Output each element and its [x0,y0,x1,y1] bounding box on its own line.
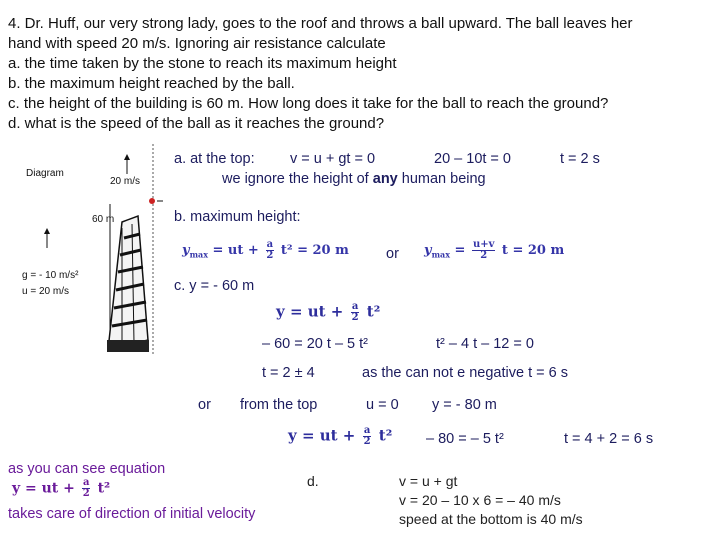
frac-num: u+v [472,239,495,250]
note-text: human being [397,171,486,187]
note-eq [12,478,110,499]
part-c-t-sum: t = 4 + 2 = 6 s [564,431,654,447]
part-b-ymax-eq2: $y_{max}$ = $\frac{u+v}{2}$ t = 20 m [424,239,565,261]
part-c-y80: y = - 80 m [432,397,497,413]
diagram [10,140,170,360]
frac-den: 2 [266,250,274,261]
eq-text: t² [92,480,111,497]
part-c-eq-main [276,302,380,323]
part-c-roots: t = 2 ± 4 [262,365,315,381]
eq-symbol: y [424,243,432,258]
part-c-or: or [198,397,211,413]
part-c-eq2 [288,426,392,447]
part-a-result: t = 2 s [560,151,600,167]
diagram-title: Diagram [26,168,64,179]
part-d-answer [399,472,583,529]
problem-line: hand with speed 20 m/s. Ignoring air resistance calculate [8,35,386,52]
note-text: we ignore the height of [222,171,373,187]
diagram-height-label: 60 m [92,214,115,225]
eq-subscript: max [431,249,450,260]
part-c-u0: u = 0 [366,397,399,413]
part-a-note [222,171,486,187]
note-line2: takes care of direction of initial velocity [8,506,256,522]
part-c-eq2-sub: – 80 = – 5 t² [426,431,504,447]
frac-den: 2 [480,250,488,261]
eq-text: y = ut + [12,480,80,497]
problem-line: 4. Dr. Huff, our very strong lady, goes to the roof and throws a ball upward. The ball leaves her [8,15,633,32]
frac-num: a [82,477,90,488]
fraction [472,240,495,261]
part-a-eq2: 20 – 10t = 0 [434,151,511,167]
eq-text: = ut + [207,243,264,258]
note-bold: any [372,171,398,187]
eq-text: t² = 20 m [276,243,349,258]
eq-subscript: max [189,249,208,260]
part-d-label: d. [307,473,319,489]
eq-text: t² [373,426,393,445]
frac-den: 2 [363,436,371,447]
problem-line: a. the time taken by the stone to reach its maximum height [8,55,397,72]
frac-den: 2 [351,312,359,323]
frac-num: a [266,239,274,250]
part-c-label: c. y = - 60 m [174,278,255,294]
part-a-label: a. at the top: [174,151,255,167]
svg-text:+: + [44,229,50,240]
fraction [265,240,274,261]
eq-text: y = ut + [276,302,349,321]
problem-line: c. the height of the building is 60 m. How long does it take for the ball to reach the ground? [8,95,609,112]
frac-num: a [351,301,359,312]
tower-icon [107,216,149,352]
part-c-from-top: from the top [240,397,318,413]
part-d-line: v = 20 – 10 x 6 = – 40 m/s [399,492,561,508]
note-line1: as you can see equation [8,461,166,477]
part-b-or: or [386,246,399,262]
fraction [363,426,372,447]
ball-icon [149,198,155,204]
diagram-u-label: u = 20 m/s [22,286,69,297]
eq-text: y = ut + [288,426,361,445]
frac-num: a [363,425,371,436]
eq-text: t² [361,302,381,321]
problem-line: b. the maximum height reached by the ball. [8,75,295,92]
part-b-ymax-eq1 [182,240,349,261]
eq-text: t = 20 m [497,243,565,258]
diagram-speed-label: 20 m/s [110,176,141,187]
part-d-line: v = u + gt [399,473,458,489]
problem-line: d. what is the speed of the ball as it reaches the ground? [8,115,385,132]
part-d-line: speed at the bottom is 40 m/s [399,511,583,527]
part-c-reject: as the can not e negative t = 6 s [362,365,568,381]
diagram-g-label: g = - 10 m/s² [22,270,79,281]
part-c-eq-quad: t² – 4 t – 12 = 0 [436,336,534,352]
eq-symbol: y [182,243,190,258]
part-b-label: b. maximum height: [174,209,301,225]
fraction [82,478,91,499]
fraction [351,302,360,323]
part-c-eq-sub: – 60 = 20 t – 5 t² [262,336,369,352]
part-a-eq1: v = u + gt = 0 [290,151,376,167]
frac-den: 2 [82,488,90,499]
problem-statement [8,14,720,134]
